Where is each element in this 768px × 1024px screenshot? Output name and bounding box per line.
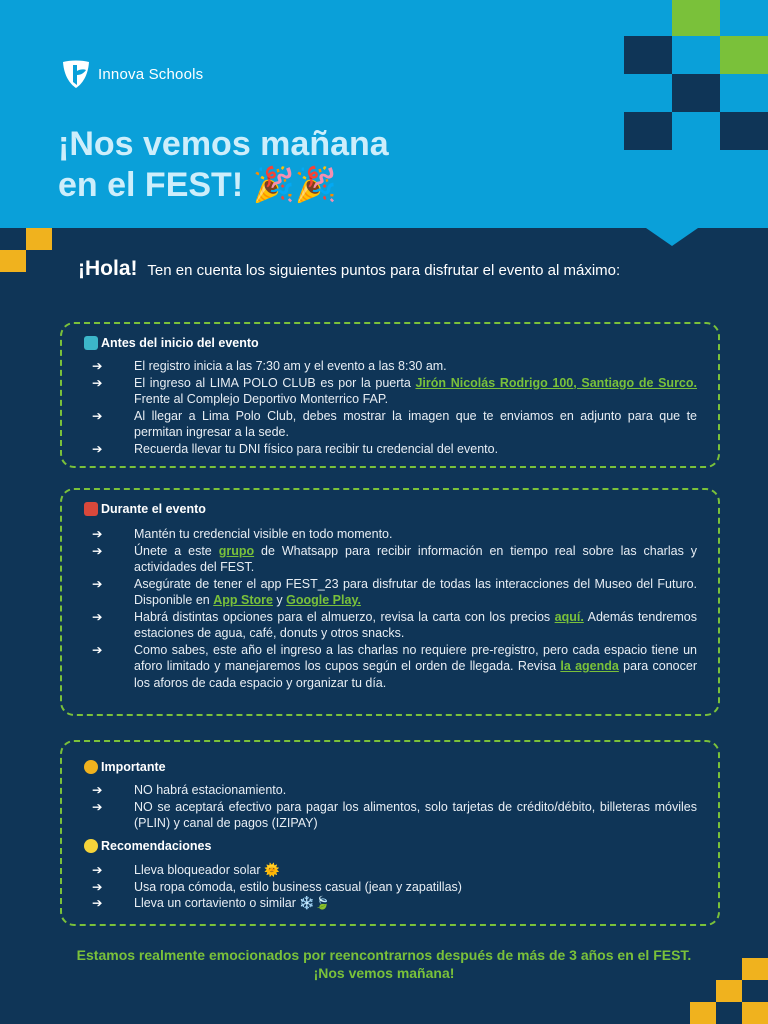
arrow-icon: ➔ xyxy=(92,609,103,624)
whatsapp-group-link[interactable]: grupo xyxy=(218,543,255,558)
section-title: Importante xyxy=(84,760,166,774)
deco-square xyxy=(742,958,768,980)
closing-message: Estamos realmente emocionados por reencontrarnos después de más de 3 años en el FEST. ¡Nos vemos mañana! xyxy=(76,947,692,981)
deco-square xyxy=(0,250,26,272)
arrow-icon: ➔ xyxy=(92,576,103,591)
google-play-link[interactable]: Google Play. xyxy=(286,593,361,607)
list-item: ➔ Al llegar a Lima Polo Club, debes mostrar la imagen que te enviamos en adjunto para que te permitan ingresar a la sede. xyxy=(92,408,697,439)
deco-square xyxy=(716,980,742,1002)
deco-square xyxy=(672,0,720,36)
header-notch xyxy=(646,228,698,246)
recommendations-list xyxy=(92,862,697,912)
intro-paragraph xyxy=(78,258,688,281)
address-link[interactable]: Jirón Nicolás Rodrigo 100, Santiago de Surco. xyxy=(415,375,697,390)
arrow-icon: ➔ xyxy=(92,896,103,910)
list-item: ➔ Recuerda llevar tu DNI físico para recibir tu credencial del evento. xyxy=(92,441,499,456)
innova-logo-icon xyxy=(60,58,92,90)
list-item: ➔ NO habrá estacionamiento. xyxy=(92,783,287,797)
arrow-icon: ➔ xyxy=(92,879,103,894)
deco-square xyxy=(720,36,768,74)
section-title: Recomendaciones xyxy=(84,839,211,853)
app-store-link[interactable]: App Store xyxy=(213,593,273,607)
pointing-hand-icon xyxy=(84,760,98,774)
list-item: ➔ Únete a este grupo de Whatsapp para recibir información en tiempo real sobre las charlas y actividades del FEST. xyxy=(92,543,697,574)
list-item: ➔ El registro inicia a las 7:30 am y el evento a las 8:30 am. xyxy=(92,359,447,373)
important-list xyxy=(92,782,697,832)
arrow-icon: ➔ xyxy=(92,799,103,814)
arrow-icon: ➔ xyxy=(92,359,103,373)
title-line-2: en el FEST! 🎉🎉 xyxy=(58,166,338,204)
list-item: ➔ Habrá distintas opciones para el almuerzo, revisa la carta con los precios aquí. Además tendremos estaciones de agua, café, donuts y otros snacks. xyxy=(92,609,697,640)
arrow-icon: ➔ xyxy=(92,441,103,456)
arrow-icon: ➔ xyxy=(92,527,103,541)
list-item: ➔ Lleva bloqueador solar 🌞 xyxy=(92,863,280,877)
intro-text: Ten en cuenta los siguientes puntos para disfrutar el evento al máximo: xyxy=(147,262,621,279)
arrow-icon: ➔ xyxy=(92,642,103,657)
circus-tent-icon xyxy=(84,502,98,516)
agenda-link[interactable]: la agenda xyxy=(560,659,619,673)
section-title: Antes del inicio del evento xyxy=(84,336,259,350)
page-title xyxy=(58,124,618,206)
brand-logo xyxy=(60,58,203,90)
list-item: ➔ El ingreso al LIMA POLO CLUB es por la puerta Jirón Nicolás Rodrigo 100, Santiago de Surco. Frente al Complejo Deportivo Monterrico FAP. xyxy=(92,375,697,406)
list-item: ➔ Como sabes, este año el ingreso a las charlas no requiere pre-registro, pero cada espacio tiene un aforo limitado y manejaremos los cupos según el orden de llegada. Revisa la agenda para conocer los aforos de cada espacio y organizar tu día. xyxy=(92,642,697,690)
section-title: Durante el evento xyxy=(84,502,206,516)
deco-square xyxy=(624,112,672,150)
important-box xyxy=(60,740,720,926)
during-list xyxy=(92,526,697,691)
arrow-icon: ➔ xyxy=(92,783,103,797)
list-item: ➔ Asegúrate de tener el app FEST_23 para disfrutar de todas las interacciones del Museo del Futuro. Disponible en App Store y Google Play. xyxy=(92,576,697,607)
brand-name: Innova Schools xyxy=(98,65,204,83)
list-item: ➔ Lleva un cortaviento o similar ❄️🍃 xyxy=(92,896,331,910)
deco-square xyxy=(690,1002,716,1024)
deco-square xyxy=(720,112,768,150)
deco-square xyxy=(672,74,720,112)
arrow-icon: ➔ xyxy=(92,863,103,877)
ticket-icon xyxy=(84,336,98,350)
list-item: ➔ Usa ropa cómoda, estilo business casual (jean y zapatillas) xyxy=(92,879,462,894)
deco-square xyxy=(742,1002,768,1024)
deco-square xyxy=(26,228,52,250)
title-line-1: ¡Nos vemos mañana xyxy=(58,125,389,163)
before-event-box xyxy=(60,322,720,468)
list-item: ➔ NO se aceptará efectivo para pagar los alimentos, solo tarjetas de crédito/débito, billeteras móviles (PLIN) y canal de pagos (IZIPAY) xyxy=(92,799,697,830)
arrow-icon: ➔ xyxy=(92,408,103,423)
arrow-icon: ➔ xyxy=(92,543,103,558)
deco-square xyxy=(624,36,672,74)
during-event-box xyxy=(60,488,720,716)
list-item: ➔ Mantén tu credencial visible en todo momento. xyxy=(92,527,393,541)
arrow-icon: ➔ xyxy=(92,375,103,390)
light-bulb-icon xyxy=(84,839,98,853)
menu-link[interactable]: aquí. xyxy=(554,609,584,624)
before-list xyxy=(92,358,697,457)
greeting: ¡Hola! xyxy=(78,257,138,280)
